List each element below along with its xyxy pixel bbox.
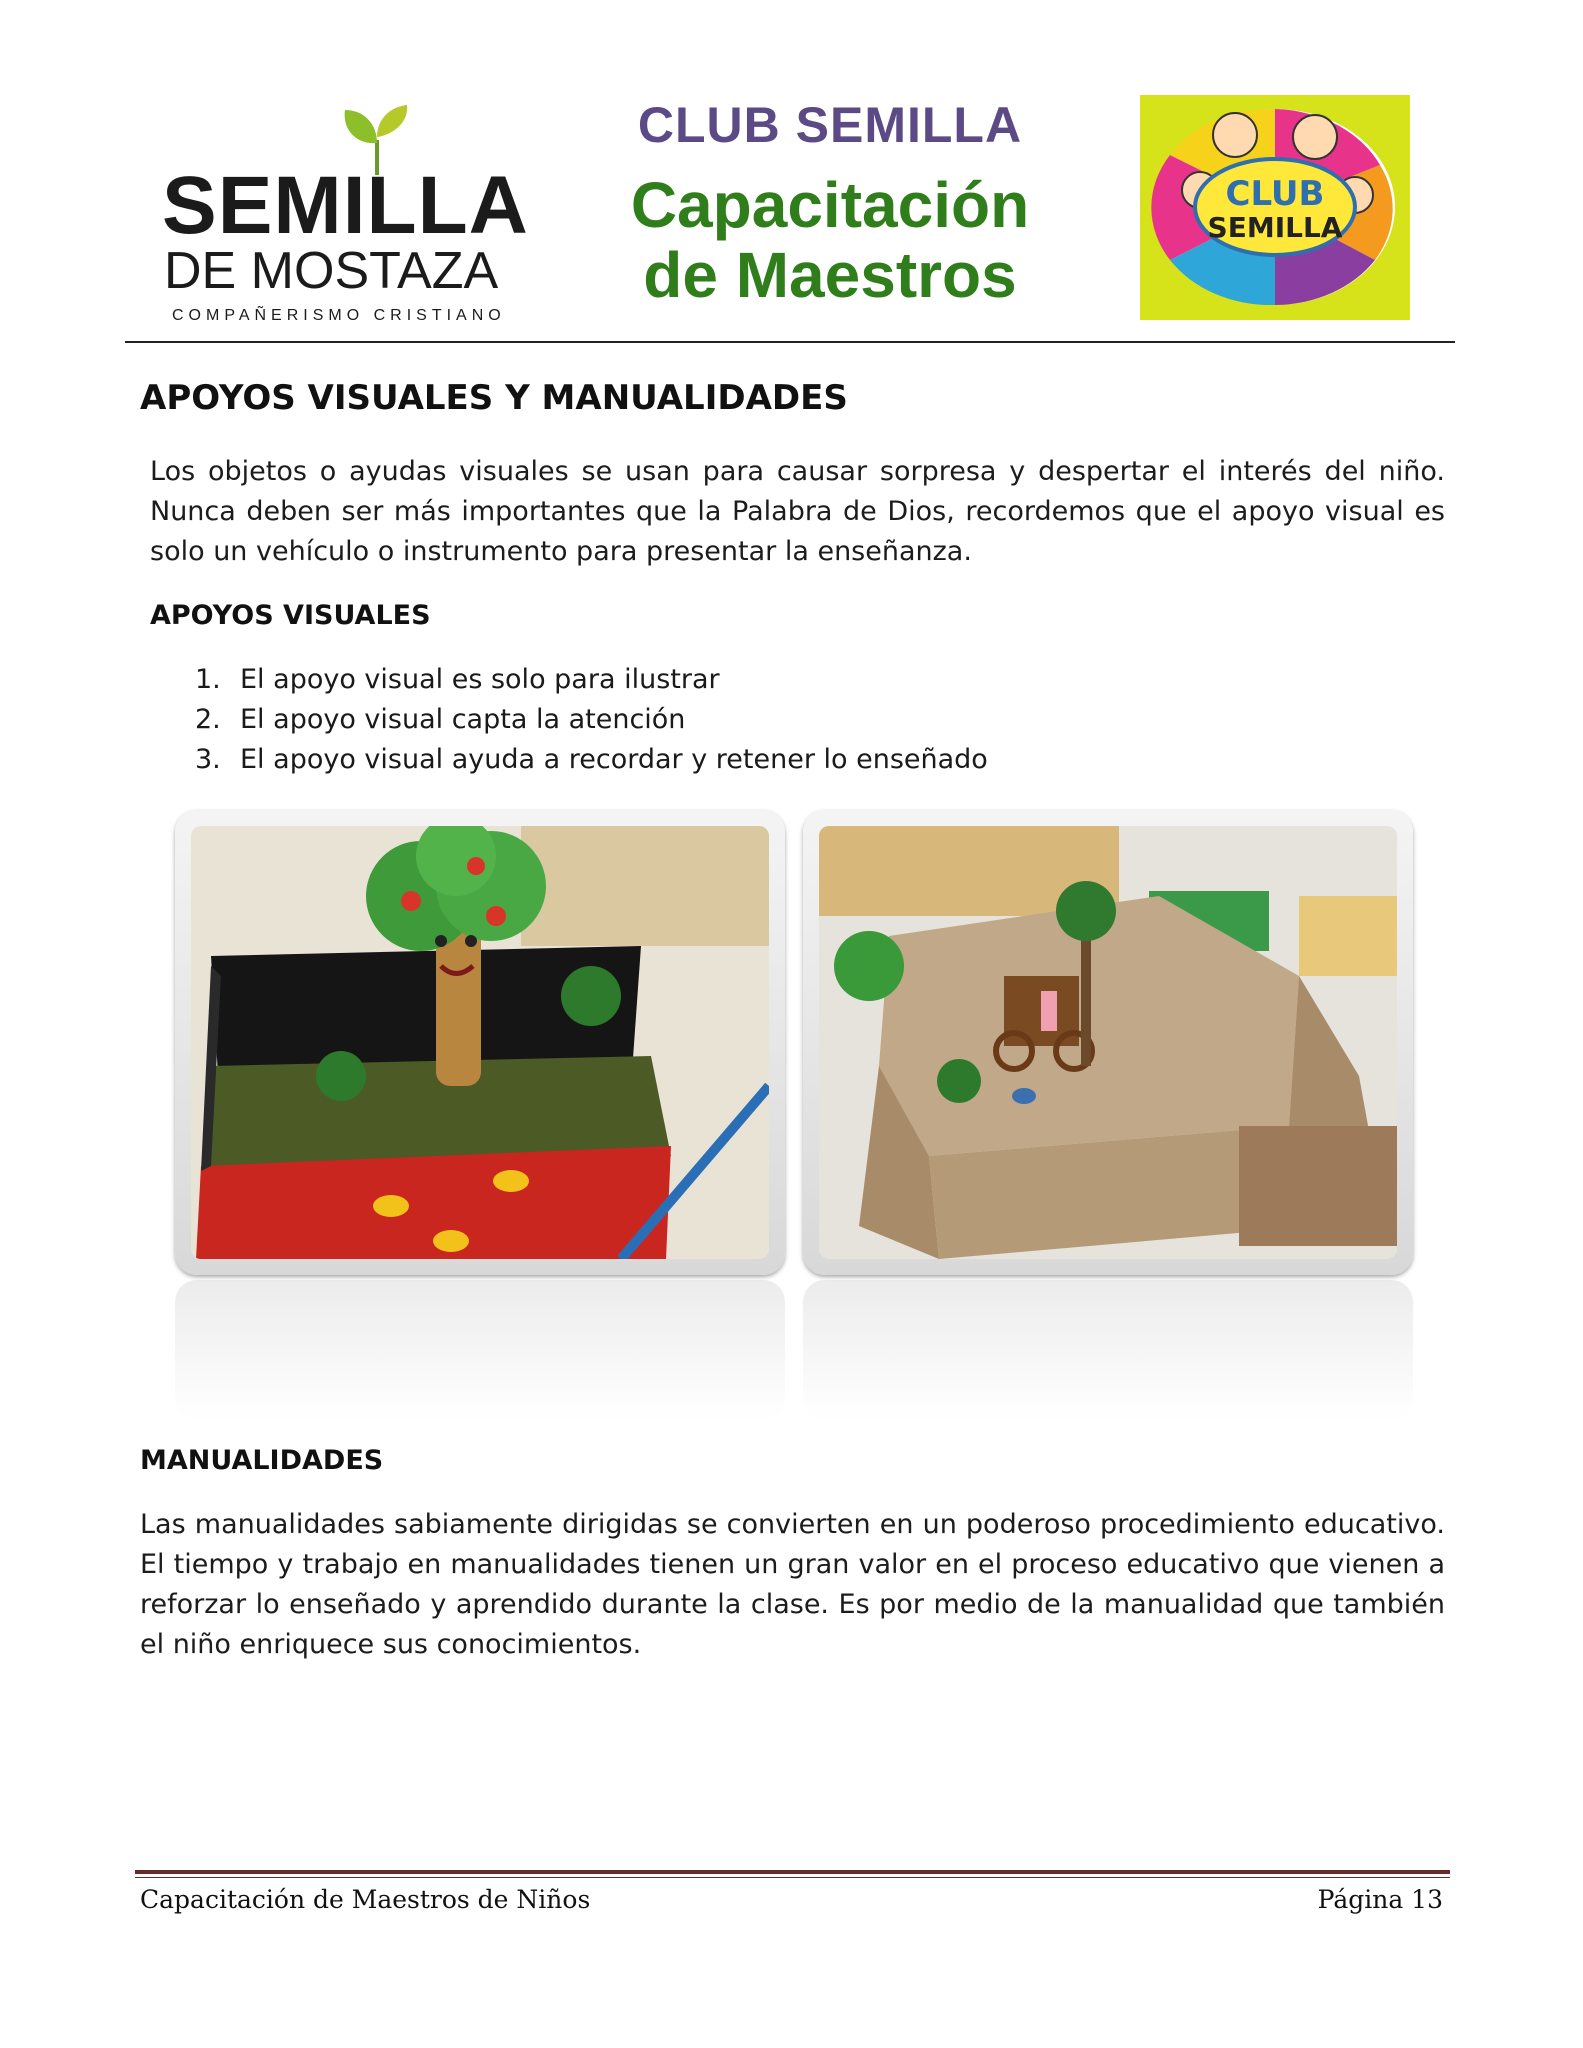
- photo-tree-diorama: [175, 810, 785, 1275]
- apoyos-list: [150, 660, 1350, 780]
- photo-gallery: [175, 810, 1415, 1420]
- club-semilla-logo: [1140, 95, 1410, 320]
- manualidades-paragraph: Las manualidades sabiamente dirigidas se convierten en un poderoso procedimiento educativo. El tiempo y trabajo en manualidades tienen un gran valor en el proceso educativo que vienen a reforzar lo enseñado y aprendido durante la clase. Es por medio de la manualidad que también el niño enriquece sus conocimientos.: [140, 1509, 1445, 1660]
- footer-document-title: Capacitación de Maestros de Niños: [140, 1885, 591, 1914]
- semilla-de-mostaza-logo: [162, 105, 542, 325]
- page-header: [0, 0, 1583, 350]
- svg-text:SEMILLA: SEMILLA: [1207, 211, 1343, 244]
- header-divider: [125, 341, 1455, 343]
- tree-diorama-image: [191, 826, 769, 1259]
- section-title-apoyos-visuales: APOYOS VISUALES: [150, 600, 431, 631]
- page-heading: APOYOS VISUALES Y MANUALIDADES: [140, 378, 848, 418]
- list-item: 3. El apoyo visual ayuda a recordar y retener lo enseñado: [195, 744, 988, 775]
- intro-paragraph: Los objetos o ayudas visuales se usan para causar sorpresa y despertar el interés del niño. Nunca deben ser más importantes que la Palabra de Dios, recordemos que el apoyo visual es solo un vehículo o instrumento para presentar la enseñanza.: [150, 456, 1445, 567]
- list-item: 2. El apoyo visual capta la atención: [195, 704, 686, 735]
- de-maestros-title: de Maestros: [643, 239, 1017, 312]
- photo-reflection-right: [803, 1280, 1413, 1420]
- desert-diorama-image: [819, 826, 1397, 1259]
- footer-divider-thin: [135, 1877, 1450, 1878]
- logo-line-companerismo: COMPAÑERISMO CRISTIANO: [172, 307, 506, 324]
- photo-reflection-left: [175, 1280, 785, 1420]
- capacitacion-title: Capacitación: [630, 169, 1030, 241]
- header-title-block: [570, 97, 1090, 312]
- footer-page-number: Página 13: [1317, 1885, 1443, 1914]
- footer-divider: [135, 1870, 1450, 1874]
- club-semilla-title: CLUB SEMILLA: [637, 97, 1023, 153]
- logo-line-semilla: SEMILLA: [162, 160, 529, 251]
- section-title-manualidades: MANUALIDADES: [140, 1445, 384, 1476]
- logo-line-de-mostaza: DE MOSTAZA: [164, 242, 499, 300]
- svg-text:CLUB: CLUB: [1225, 174, 1325, 214]
- photo-desert-diorama: [803, 810, 1413, 1275]
- list-item: 1. El apoyo visual es solo para ilustrar: [195, 664, 720, 695]
